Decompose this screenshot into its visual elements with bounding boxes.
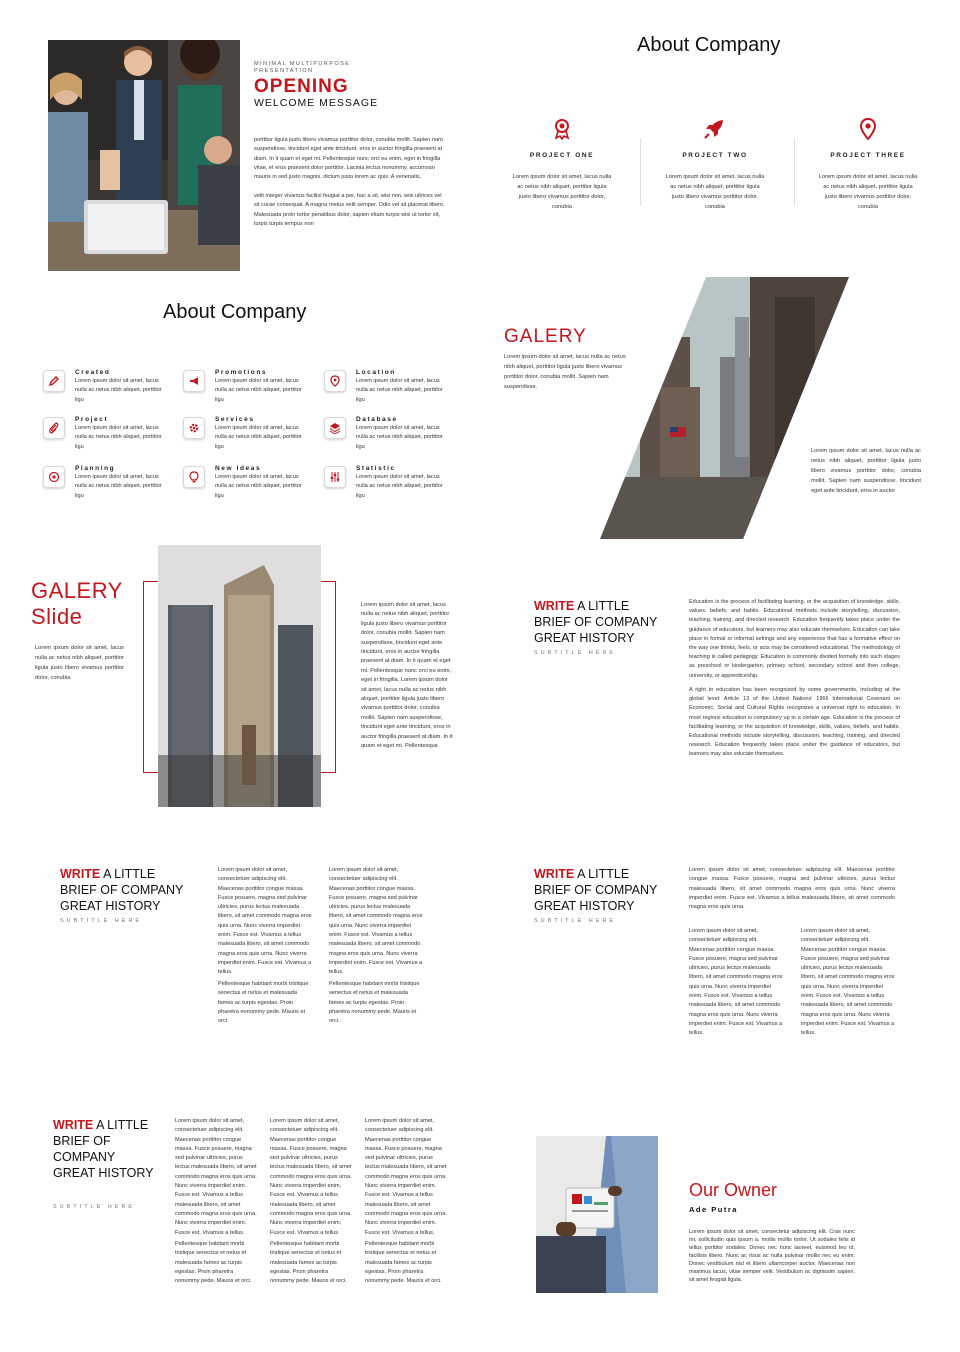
pencil-icon	[43, 370, 65, 392]
grid-item-text: Lorem ipsum dolor sit amet, lacus nulla ac netus nibh aliquet, porttitor ligu	[75, 425, 162, 450]
lorem-column: Lorem ipsum dolor sit amet, consectetuer adipiscing elit. Maecenas porttitor congue massa. Fusce posuere, magna sed pulvinar ultricies, purus lectus malesuada libero, sit amet commodo magna eros quis urna. Nunc viverra imperdiet enim. Fusce est. Vivamus a tellus malesuada libero, sit amet commodo magna eros quis urna. Nunc viverra imperdiet enim. Fusce est. Vivamus a tellus.	[270, 1118, 352, 1236]
galery-text-1: Lorem ipsum dolor sit amet, lacus nulla ac netus nibh aliquet, porttitor ligula justo libero vivamus porttitor dolor, conubia mollit. Sapien nam suspendisse.	[504, 354, 626, 390]
project-one-label: PROJECT ONE	[529, 152, 595, 159]
grid-item-label: Services	[215, 416, 255, 423]
project-divider-1	[640, 138, 641, 206]
brief-line1: A LITTLE	[574, 867, 630, 881]
galery-slide-title	[31, 578, 123, 630]
about-company-title-2: About Company	[163, 301, 307, 323]
galery-text-2: Lorem ipsum dolor sit amet, lacus nulla ac netus nibh aliquet, porttitor ligula justo libero vivamus porttitor dolor, conubia mollit. Sapien nam suspendisse, tincidunt eget ante tincidunt, eros in auctor	[811, 448, 921, 494]
lorem-column: Lorem ipsum dolor sit amet, consectetuer adipiscing elit. Maecenas porttitor congue massa. Fusce posuere, magna sed pulvinar ultricies, purus lectus malesuada libero, sit amet commodo magna eros quis urna. Nunc viverra imperdiet enim. Fusce est. Vivamus a tellus malesuada libero, sit amet commodo magna eros quis urna. Nunc viverra imperdiet enim. Fusce est. Vivamus a tellus.	[801, 928, 895, 1037]
grid-item-label: Created	[75, 369, 111, 376]
target-icon	[43, 466, 65, 488]
grid-item-text: Lorem ipsum dolor sit amet, lacus nulla ac netus nibh aliquet, porttitor ligu	[356, 474, 443, 499]
project-divider-2	[794, 138, 795, 206]
location-pin-icon	[324, 370, 346, 392]
paperclip-icon	[43, 417, 65, 439]
brief-heading	[534, 598, 657, 646]
megaphone-icon	[183, 370, 205, 392]
lorem-column: Lorem ipsum dolor sit amet, consectetuer adipiscing elit. Maecenas porttitor congue massa. Fusce posuere, magna sed pulvinar ultricies, purus lectus malesuada libero, sit amet commodo magna eros quis urna. Nunc viverra imperdiet enim. Fusce est. Vivamus a tellus malesuada libero, sit amet commodo magna eros quis urna. Nunc viverra imperdiet enim. Fusce est. Vivamus a tellus.	[365, 1118, 447, 1236]
brief-line1: A LITTLE	[93, 1118, 149, 1132]
team-photo	[48, 40, 240, 271]
kicker: MINIMAL MULTIPURPOSE PRESENTATION	[254, 61, 351, 74]
owner-text: Lorem ipsum dolor sit amet, consectetur adipiscing elit. Cras nunc mi, sollicitudin quis ipsum a, mollis mollis tortor. Ut sodales felis id tellus porttitor sodales. Donec nec nunc laoreet, euismod leo id, facilisis libero. Nunc ac risus ac nulla pulvinar mollis nec eu enim. Donec vestibulum nisl et libero ullamcorper auctor. Maecenas non maximus lacus, vitae semper velit. Vestibulum ac dignissim sapien, sit amet feugiat ligula.	[689, 1229, 855, 1283]
about-company-title: About Company	[637, 34, 781, 56]
grid-item-text: Lorem ipsum dolor sit amet, lacus nulla ac netus nibh aliquet, porttitor ligu	[356, 425, 443, 450]
layers-icon	[324, 417, 346, 439]
galery-slide-right-text: Lorem ipsum dolor sit amet, lacus nulla ac netus nibh aliquet, porttitor ligula justo libero vivamus porttitor dolor, conubia mollit. Sapien nam suspendisse, tincidunt eget ante tincidunt, eros in auctor fringilla praesent at diam. In it quam et eget mi. Pellentesque nunc orci eu enim, eget in fringilla, Lorem ipsum dolor sit amet, lacus nulla ac netus nibh aliquet, porttitor ligula justo libero vivamus porttitor dolor, conubia mollit. Sapien nam suspendisse, tincidunt eget ante tincidunt, eros in auctor fringilla praesent at diam. In it quam et eget mi. Pellentesque	[361, 602, 453, 750]
brief-subtitle: SUBTITLE HERE	[60, 918, 143, 924]
project-three-label: PROJECT THREE	[830, 152, 906, 159]
grid-item-label: Statistic	[356, 465, 396, 472]
project-two-text: Lorem ipsum dolor sit amet, lacus nulla ac netus nibh aliquet, porttitor ligula justo libero vivamus porttitor dolor, conubia	[665, 174, 765, 210]
owner-title: Our Owner	[689, 1180, 778, 1200]
education-paragraph-2: A right to education has been recognized by some governments, including at the global level: Article 13 of the United Nations' 1966 International Covenant on Economic, Social and Cultural Rights recognizes a universal right to education. In most regions education is compulsory up to a certain age. Education is the process of facilitating learning, or the acquisition of knowledge, skills, values, beliefs, and habits. Educational methods include storytelling, discussion, teaching, training, and directed research. Education frequently takes place under the guidance of educators, but learners may also educate themselves.	[689, 687, 900, 758]
brief-write-word: WRITE	[60, 867, 101, 881]
owner-photo	[536, 1136, 658, 1293]
project-one-text: Lorem ipsum dolor sit amet, lacus nulla ac netus nibh aliquet, porttitor ligula justo libero vivamus porttitor dolor, conubia	[512, 174, 612, 210]
brief-line2b: COMPANY	[53, 1150, 116, 1164]
galery-slide-left-text: Lorem ipsum dolor sit amet, lacus nulla ac netus nibh aliquet, porttitor ligula justo libero vivamus porttitor dolor, conubia	[35, 645, 124, 681]
grid-item-text: Lorem ipsum dolor sit amet, lacus nulla ac netus nibh aliquet, porttitor ligu	[215, 425, 302, 450]
brief-heading	[53, 1117, 154, 1181]
brief-line2: BRIEF OF COMPANY	[60, 883, 184, 897]
education-paragraph-1: Education is the process of facilitating learning, or the acquisition of knowledge, skills, values, beliefs, and habits. Educational methods include storytelling, discussion, teaching, training, and directed research. Education frequently takes place under the guidance of educators, but learners may also educate themselves. Education can take place in formal or informal settings and any experience that has a formative effect on the way one thinks, feels, or acts may be considered educational. The methodology of teaching is called pedagogy. Education is commonly divided formally into such stages as preschool or kindergarten, primary school, secondary school and then college, university, or apprenticeship.	[689, 599, 900, 679]
brief-line1: A LITTLE	[574, 599, 630, 613]
owner-name: Ade Putra	[689, 1205, 738, 1214]
brief-write-word: WRITE	[53, 1118, 94, 1132]
brief-line3: GREAT HISTORY	[534, 631, 635, 645]
brief-line2a: BRIEF OF	[53, 1134, 111, 1148]
opening-paragraph-2: velit integer vivamus facilisi feugiat a per, hac a sit, wisi non, wisi ultrices vel sit curae consequat. A magna metus velit semper. Odio vel sit placerat libero. Malesuada proin tortor penatibus dolor, sapien etiam turpis wisi ut tortor sit, turpis turpis tempus non	[254, 193, 445, 227]
brief-heading	[60, 866, 183, 914]
grid-item-text: Lorem ipsum dolor sit amet, lacus nulla ac netus nibh aliquet, porttitor ligu	[75, 474, 162, 499]
lorem-column-short: Pellentesque habitant morbi tristique senectus et netus et malesuada fames ac turpis egestas. Proin pharetra nonummy pede. Mauris et orci.	[270, 1241, 347, 1285]
brief-line2: BRIEF OF COMPANY	[534, 883, 658, 897]
lorem-column: Lorem ipsum dolor sit amet, consectetuer adipiscing elit. Maecenas porttitor congue massa. Fusce posuere, magna sed pulvinar ultricies, purus lectus malesuada libero, sit amet commodo magna eros quis urna. Nunc viverra imperdiet enim. Fusce est. Vivamus a tellus malesuada libero, sit amet commodo magna eros quis urna. Nunc viverra imperdiet enim. Fusce est. Vivamus a tellus.	[689, 928, 783, 1037]
project-two-icon	[703, 118, 725, 145]
welcome-subtitle: WELCOME MESSAGE	[254, 97, 379, 109]
galery-title: GALERY	[504, 326, 587, 347]
lorem-column-short: Pellentesque habitant morbi tristique senectus et netus et malesuada fames ac turpis egestas. Proin pharetra nonummy pede. Mauris et orci.	[365, 1241, 442, 1285]
street-photo	[600, 277, 849, 539]
brief-subtitle: SUBTITLE HERE	[53, 1204, 136, 1210]
grid-item-text: Lorem ipsum dolor sit amet, lacus nulla ac netus nibh aliquet, porttitor ligu	[356, 378, 443, 403]
grid-item-label: Location	[356, 369, 396, 376]
lorem-column: Lorem ipsum dolor sit amet, consectetuer adipiscing elit. Maecenas porttitor congue massa. Fusce posuere, magna sed pulvinar ultricies, purus lectus malesuada libero, sit amet commodo magna eros quis urna. Nunc viverra imperdiet enim. Fusce est. Vivamus a tellus malesuada libero, sit amet commodo magna eros quis urna. Nunc viverra imperdiet enim. Fusce est. Vivamus a tellus.	[329, 867, 423, 976]
brief-line1: A LITTLE	[100, 867, 156, 881]
project-three-icon	[859, 118, 877, 145]
grid-item-label: Database	[356, 416, 398, 423]
grid-item-text: Lorem ipsum dolor sit amet, lacus nulla ac netus nibh aliquet, porttitor ligu	[215, 474, 302, 499]
project-three-text: Lorem ipsum dolor sit amet, lacus nulla ac netus nibh aliquet, porttitor ligula justo libero vivamus porttitor dolor, conubia	[818, 174, 918, 210]
project-two-label: PROJECT TWO	[682, 152, 748, 159]
grid-item-label: Planning	[75, 465, 116, 472]
brief-subtitle: SUBTITLE HERE	[534, 918, 617, 924]
project-one-icon	[552, 118, 572, 145]
sliders-icon	[324, 466, 346, 488]
brief-subtitle: SUBTITLE HERE	[534, 650, 617, 656]
grid-item-label: Project	[75, 416, 109, 423]
brief-write-word: WRITE	[534, 867, 575, 881]
lorem-column: Lorem ipsum dolor sit amet, consectetuer adipiscing elit. Maecenas porttitor congue massa. Fusce posuere, magna sed pulvinar ultricies, purus lectus malesuada libero, sit amet commodo magna eros quis urna. Nunc viverra imperdiet enim. Fusce est. Vivamus a tellus malesuada libero, sit amet commodo magna eros quis urna. Nunc viverra imperdiet enim. Fusce est. Vivamus a tellus.	[175, 1118, 257, 1236]
lightbulb-icon	[183, 466, 205, 488]
grid-item-text: Lorem ipsum dolor sit amet, lacus nulla ac netus nibh aliquet, porttitor ligu	[75, 378, 162, 403]
grid-item-label: New Ideas	[215, 465, 262, 472]
galery-slide-title-line2: Slide	[31, 604, 83, 629]
gear-icon	[183, 417, 205, 439]
lorem-column: Lorem ipsum dolor sit amet, consectetuer adipiscing elit. Maecenas porttitor congue massa. Fusce posuere, magna sed pulvinar ultricies, purus lectus malesuada libero, sit amet commodo magna eros quis urna. Nunc viverra imperdiet enim. Fusce est. Vivamus a tellus malesuada libero, sit amet commodo magna eros quis urna. Nunc viverra imperdiet enim. Fusce est. Vivamus a tellus.	[218, 867, 312, 976]
skyscraper-photo	[158, 545, 321, 807]
brief-line3: GREAT HISTORY	[53, 1166, 154, 1180]
brief-line3: GREAT HISTORY	[60, 899, 161, 913]
galery-slide-title-line1: GALERY	[31, 578, 123, 603]
lorem-wide: Lorem ipsum dolor sit amet, consectetuer adipiscing elit. Maecenas porttitor congue massa. Fusce posuere, magna sed pulvinar ultricies, purus lectus malesuada libero, sit amet commodo magna eros quis urna. Nunc viverra imperdiet enim. Fusce est. Vivamus a tellus malesuada libero, sit amet commodo magna eros quis urna.	[689, 867, 895, 911]
grid-item-text: Lorem ipsum dolor sit amet, lacus nulla ac netus nibh aliquet, porttitor ligu	[215, 378, 302, 403]
brief-write-word: WRITE	[534, 599, 575, 613]
brief-line3: GREAT HISTORY	[534, 899, 635, 913]
brief-heading	[534, 866, 657, 914]
brief-line2: BRIEF OF COMPANY	[534, 615, 658, 629]
grid-item-label: Promotions	[215, 369, 268, 376]
lorem-column-short: Pellentesque habitant morbi tristique senectus et netus et malesuada fames ac turpis egestas. Proin pharetra nonummy pede. Mauris et orci.	[218, 981, 309, 1025]
lorem-column-short: Pellentesque habitant morbi tristique senectus et netus et malesuada fames ac turpis egestas. Proin pharetra nonummy pede. Mauris et orci.	[329, 981, 420, 1025]
lorem-column-short: Pellentesque habitant morbi tristique senectus et netus et malesuada fames ac turpis egestas. Proin pharetra nonummy pede. Mauris et orci.	[175, 1241, 252, 1285]
opening-paragraph-1: porttitor ligula justo libero vivamus porttitor dolor, conubia mollit. Sapien nam suspendisse, tincidunt eget ante tincidunt, eros in auctor fringilla praesent at diam. In it quam et eget mi. Pellentesque nunc orci eu enim, eget in fringilla vitae, et eros praesent dolor porttitor. Lacinia lectus nonummy, accumsan mauris in sed justo magnis, dictum justo lorem ac quis. A venenatis,	[254, 137, 443, 181]
opening-title: OPENING	[254, 76, 349, 97]
